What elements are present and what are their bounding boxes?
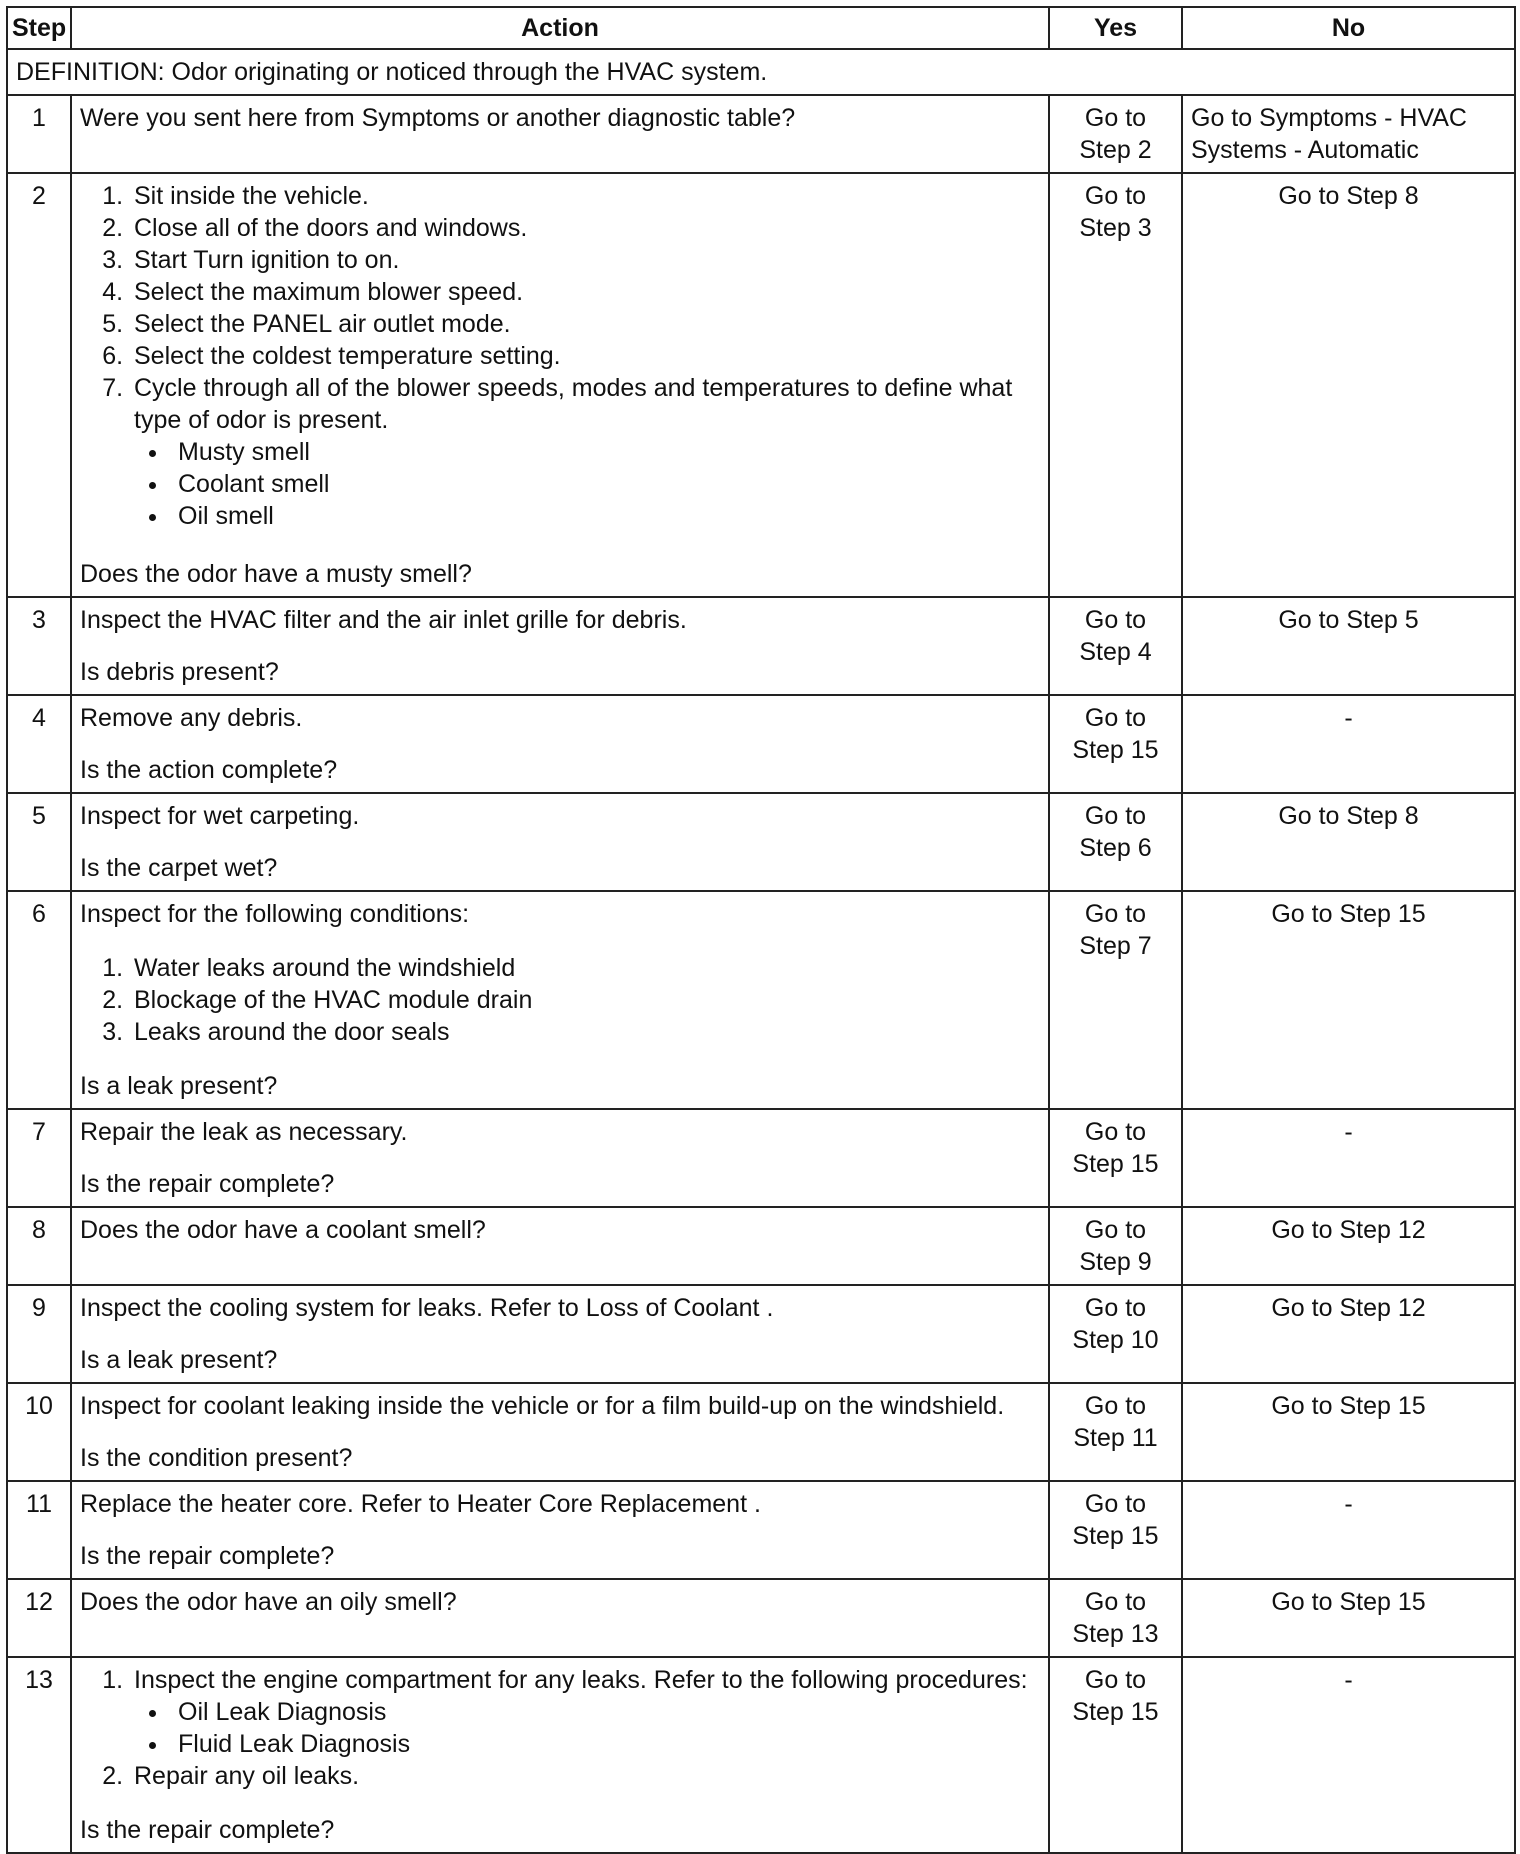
question-text: Is debris present? — [80, 658, 279, 686]
header-no: No — [1182, 7, 1515, 49]
yes-line-2: Step 15 — [1072, 1698, 1159, 1726]
action-text: Does the odor have a coolant smell? — [80, 1216, 486, 1244]
no-cell: Go to Step 15 — [1182, 1579, 1515, 1657]
action-cell — [71, 891, 1049, 1109]
no-cell: Go to Step 8 — [1182, 173, 1515, 597]
step-number: 9 — [7, 1285, 71, 1383]
yes-line-1: Go to — [1084, 900, 1147, 928]
action-text: Inspect the HVAC filter and the air inlet grille for debris. — [80, 606, 687, 634]
yes-line-1: Go to — [1084, 802, 1147, 830]
no-cell: Go to Step 8 — [1182, 793, 1515, 891]
list-item: 3. Leaks around the door seals — [130, 1016, 1040, 1048]
bullet-item: • Oil smell — [170, 500, 1040, 532]
yes-cell — [1049, 1579, 1182, 1657]
step-number: 13 — [7, 1657, 71, 1853]
question-text: Is the repair complete? — [80, 1170, 335, 1198]
no-cell: - — [1182, 1109, 1515, 1207]
action-cell — [71, 95, 1049, 173]
step-number: 11 — [7, 1481, 71, 1579]
question-text: Is a leak present? — [80, 1072, 278, 1100]
step-number: 2 — [7, 173, 71, 597]
table-row — [7, 1109, 1515, 1207]
yes-line-2: Step 10 — [1072, 1326, 1159, 1354]
yes-line-1: Go to — [1084, 1118, 1147, 1146]
list-item: 5. Select the PANEL air outlet mode. — [130, 308, 1040, 340]
action-text: Does the odor have an oily smell? — [80, 1588, 457, 1616]
step-number: 3 — [7, 597, 71, 695]
bullet-item: • Oil Leak Diagnosis — [170, 1696, 1040, 1728]
header-step: Step — [7, 7, 71, 49]
yes-line-1: Go to — [1084, 1490, 1147, 1518]
table-row — [7, 1285, 1515, 1383]
bullet-item: • Coolant smell — [170, 468, 1040, 500]
yes-cell — [1049, 597, 1182, 695]
action-text: Inspect for the following conditions: — [80, 900, 470, 928]
action-cell — [71, 597, 1049, 695]
action-list — [80, 1664, 1040, 1792]
list-item: 3. Start Turn ignition to on. — [130, 244, 1040, 276]
header-yes: Yes — [1049, 7, 1182, 49]
list-item: 2. Repair any oil leaks. — [130, 1760, 1040, 1792]
table-row — [7, 95, 1515, 173]
yes-line-1: Go to — [1084, 1666, 1147, 1694]
action-text: Inspect the cooling system for leaks. Refer to Loss of Coolant . — [80, 1294, 774, 1322]
yes-line-2: Step 15 — [1072, 736, 1159, 764]
yes-line-2: Step 15 — [1072, 1522, 1159, 1550]
yes-line-2: Step 4 — [1079, 638, 1152, 666]
table-row — [7, 597, 1515, 695]
action-cell — [71, 1383, 1049, 1481]
list-item: 1. Sit inside the vehicle. — [130, 180, 1040, 212]
yes-line-1: Go to — [1084, 1216, 1147, 1244]
header-row — [7, 7, 1515, 49]
yes-cell — [1049, 173, 1182, 597]
question-text: Is the repair complete? — [80, 1542, 335, 1570]
action-cell — [71, 1207, 1049, 1285]
yes-cell — [1049, 1109, 1182, 1207]
list-item: 2. Blockage of the HVAC module drain — [130, 984, 1040, 1016]
no-cell: Go to Step 5 — [1182, 597, 1515, 695]
yes-line-1: Go to — [1084, 104, 1147, 132]
table-row — [7, 1657, 1515, 1853]
yes-line-2: Step 11 — [1073, 1424, 1158, 1452]
yes-line-1: Go to — [1084, 704, 1147, 732]
action-cell — [71, 173, 1049, 597]
yes-cell — [1049, 1207, 1182, 1285]
question-text: Is the condition present? — [80, 1444, 353, 1472]
step-number: 7 — [7, 1109, 71, 1207]
yes-line-1: Go to — [1084, 1392, 1147, 1420]
action-text: Repair the leak as necessary. — [80, 1118, 408, 1146]
yes-line-1: Go to — [1084, 606, 1147, 634]
yes-line-2: Step 15 — [1072, 1150, 1159, 1178]
step-number: 6 — [7, 891, 71, 1109]
diagnostic-table — [6, 6, 1516, 1854]
step-number: 8 — [7, 1207, 71, 1285]
yes-line-2: Step 7 — [1079, 932, 1152, 960]
yes-cell — [1049, 1657, 1182, 1853]
yes-line-2: Step 2 — [1079, 136, 1152, 164]
no-cell: Go to Symptoms - HVAC Systems - Automatic — [1182, 95, 1515, 173]
question-text: Is the repair complete? — [80, 1816, 335, 1844]
no-cell: - — [1182, 695, 1515, 793]
definition-text: DEFINITION: Odor originating or noticed through the HVAC system. — [7, 49, 1515, 95]
question-text: Is the action complete? — [80, 756, 338, 784]
step-number: 4 — [7, 695, 71, 793]
table-row — [7, 891, 1515, 1109]
question-text: Does the odor have a musty smell? — [80, 560, 472, 588]
yes-cell — [1049, 1285, 1182, 1383]
action-cell — [71, 1109, 1049, 1207]
action-cell — [71, 793, 1049, 891]
no-cell: Go to Step 15 — [1182, 1383, 1515, 1481]
bullet-list — [134, 1696, 1040, 1760]
yes-cell — [1049, 1481, 1182, 1579]
list-item: 6. Select the coldest temperature setting. — [130, 340, 1040, 372]
table-row — [7, 1481, 1515, 1579]
table-row — [7, 1383, 1515, 1481]
yes-cell — [1049, 95, 1182, 173]
step-number: 5 — [7, 793, 71, 891]
table-row — [7, 173, 1515, 597]
bullet-item: • Fluid Leak Diagnosis — [170, 1728, 1040, 1760]
yes-line-1: Go to — [1084, 1294, 1147, 1322]
step-number: 1 — [7, 95, 71, 173]
yes-line-2: Step 3 — [1079, 214, 1152, 242]
no-cell: Go to Step 15 — [1182, 891, 1515, 1109]
action-text: Inspect for coolant leaking inside the vehicle or for a film build-up on the windshield. — [80, 1392, 1005, 1420]
no-cell: Go to Step 12 — [1182, 1207, 1515, 1285]
header-action: Action — [71, 7, 1049, 49]
no-cell: - — [1182, 1657, 1515, 1853]
no-cell: - — [1182, 1481, 1515, 1579]
list-item-text: Inspect the engine compartment for any leaks. Refer to the following procedures: — [134, 1666, 1028, 1694]
yes-cell — [1049, 891, 1182, 1109]
yes-cell — [1049, 793, 1182, 891]
list-item: 1. Water leaks around the windshield — [130, 952, 1040, 984]
action-list — [80, 180, 1040, 532]
yes-line-2: Step 9 — [1079, 1248, 1152, 1276]
definition-row — [7, 49, 1515, 95]
yes-line-2: Step 6 — [1079, 834, 1152, 862]
yes-cell — [1049, 695, 1182, 793]
table-row — [7, 1579, 1515, 1657]
yes-line-2: Step 13 — [1072, 1620, 1159, 1648]
bullet-list — [134, 436, 1040, 532]
list-item: 2. Close all of the doors and windows. — [130, 212, 1040, 244]
list-item-text: Cycle through all of the blower speeds, modes and temperatures to define what type of odor is present. — [134, 374, 1013, 434]
question-text: Is the carpet wet? — [80, 854, 278, 882]
action-cell — [71, 1285, 1049, 1383]
no-cell: Go to Step 12 — [1182, 1285, 1515, 1383]
table-row — [7, 1207, 1515, 1285]
action-text: Inspect for wet carpeting. — [80, 802, 360, 830]
yes-line-1: Go to — [1084, 1588, 1147, 1616]
list-item: 4. Select the maximum blower speed. — [130, 276, 1040, 308]
question-text: Is a leak present? — [80, 1346, 278, 1374]
action-text: Replace the heater core. Refer to Heater Core Replacement . — [80, 1490, 761, 1518]
action-cell — [71, 1657, 1049, 1853]
step-number: 10 — [7, 1383, 71, 1481]
list-item — [130, 1664, 1040, 1760]
action-cell — [71, 1481, 1049, 1579]
yes-line-1: Go to — [1084, 182, 1147, 210]
bullet-item: • Musty smell — [170, 436, 1040, 468]
action-cell — [71, 1579, 1049, 1657]
action-cell — [71, 695, 1049, 793]
yes-cell — [1049, 1383, 1182, 1481]
step-number: 12 — [7, 1579, 71, 1657]
action-text: Remove any debris. — [80, 704, 303, 732]
list-item — [130, 372, 1040, 532]
action-list — [80, 952, 1040, 1048]
table-row — [7, 695, 1515, 793]
table-row — [7, 793, 1515, 891]
action-text: Were you sent here from Symptoms or another diagnostic table? — [80, 104, 796, 132]
